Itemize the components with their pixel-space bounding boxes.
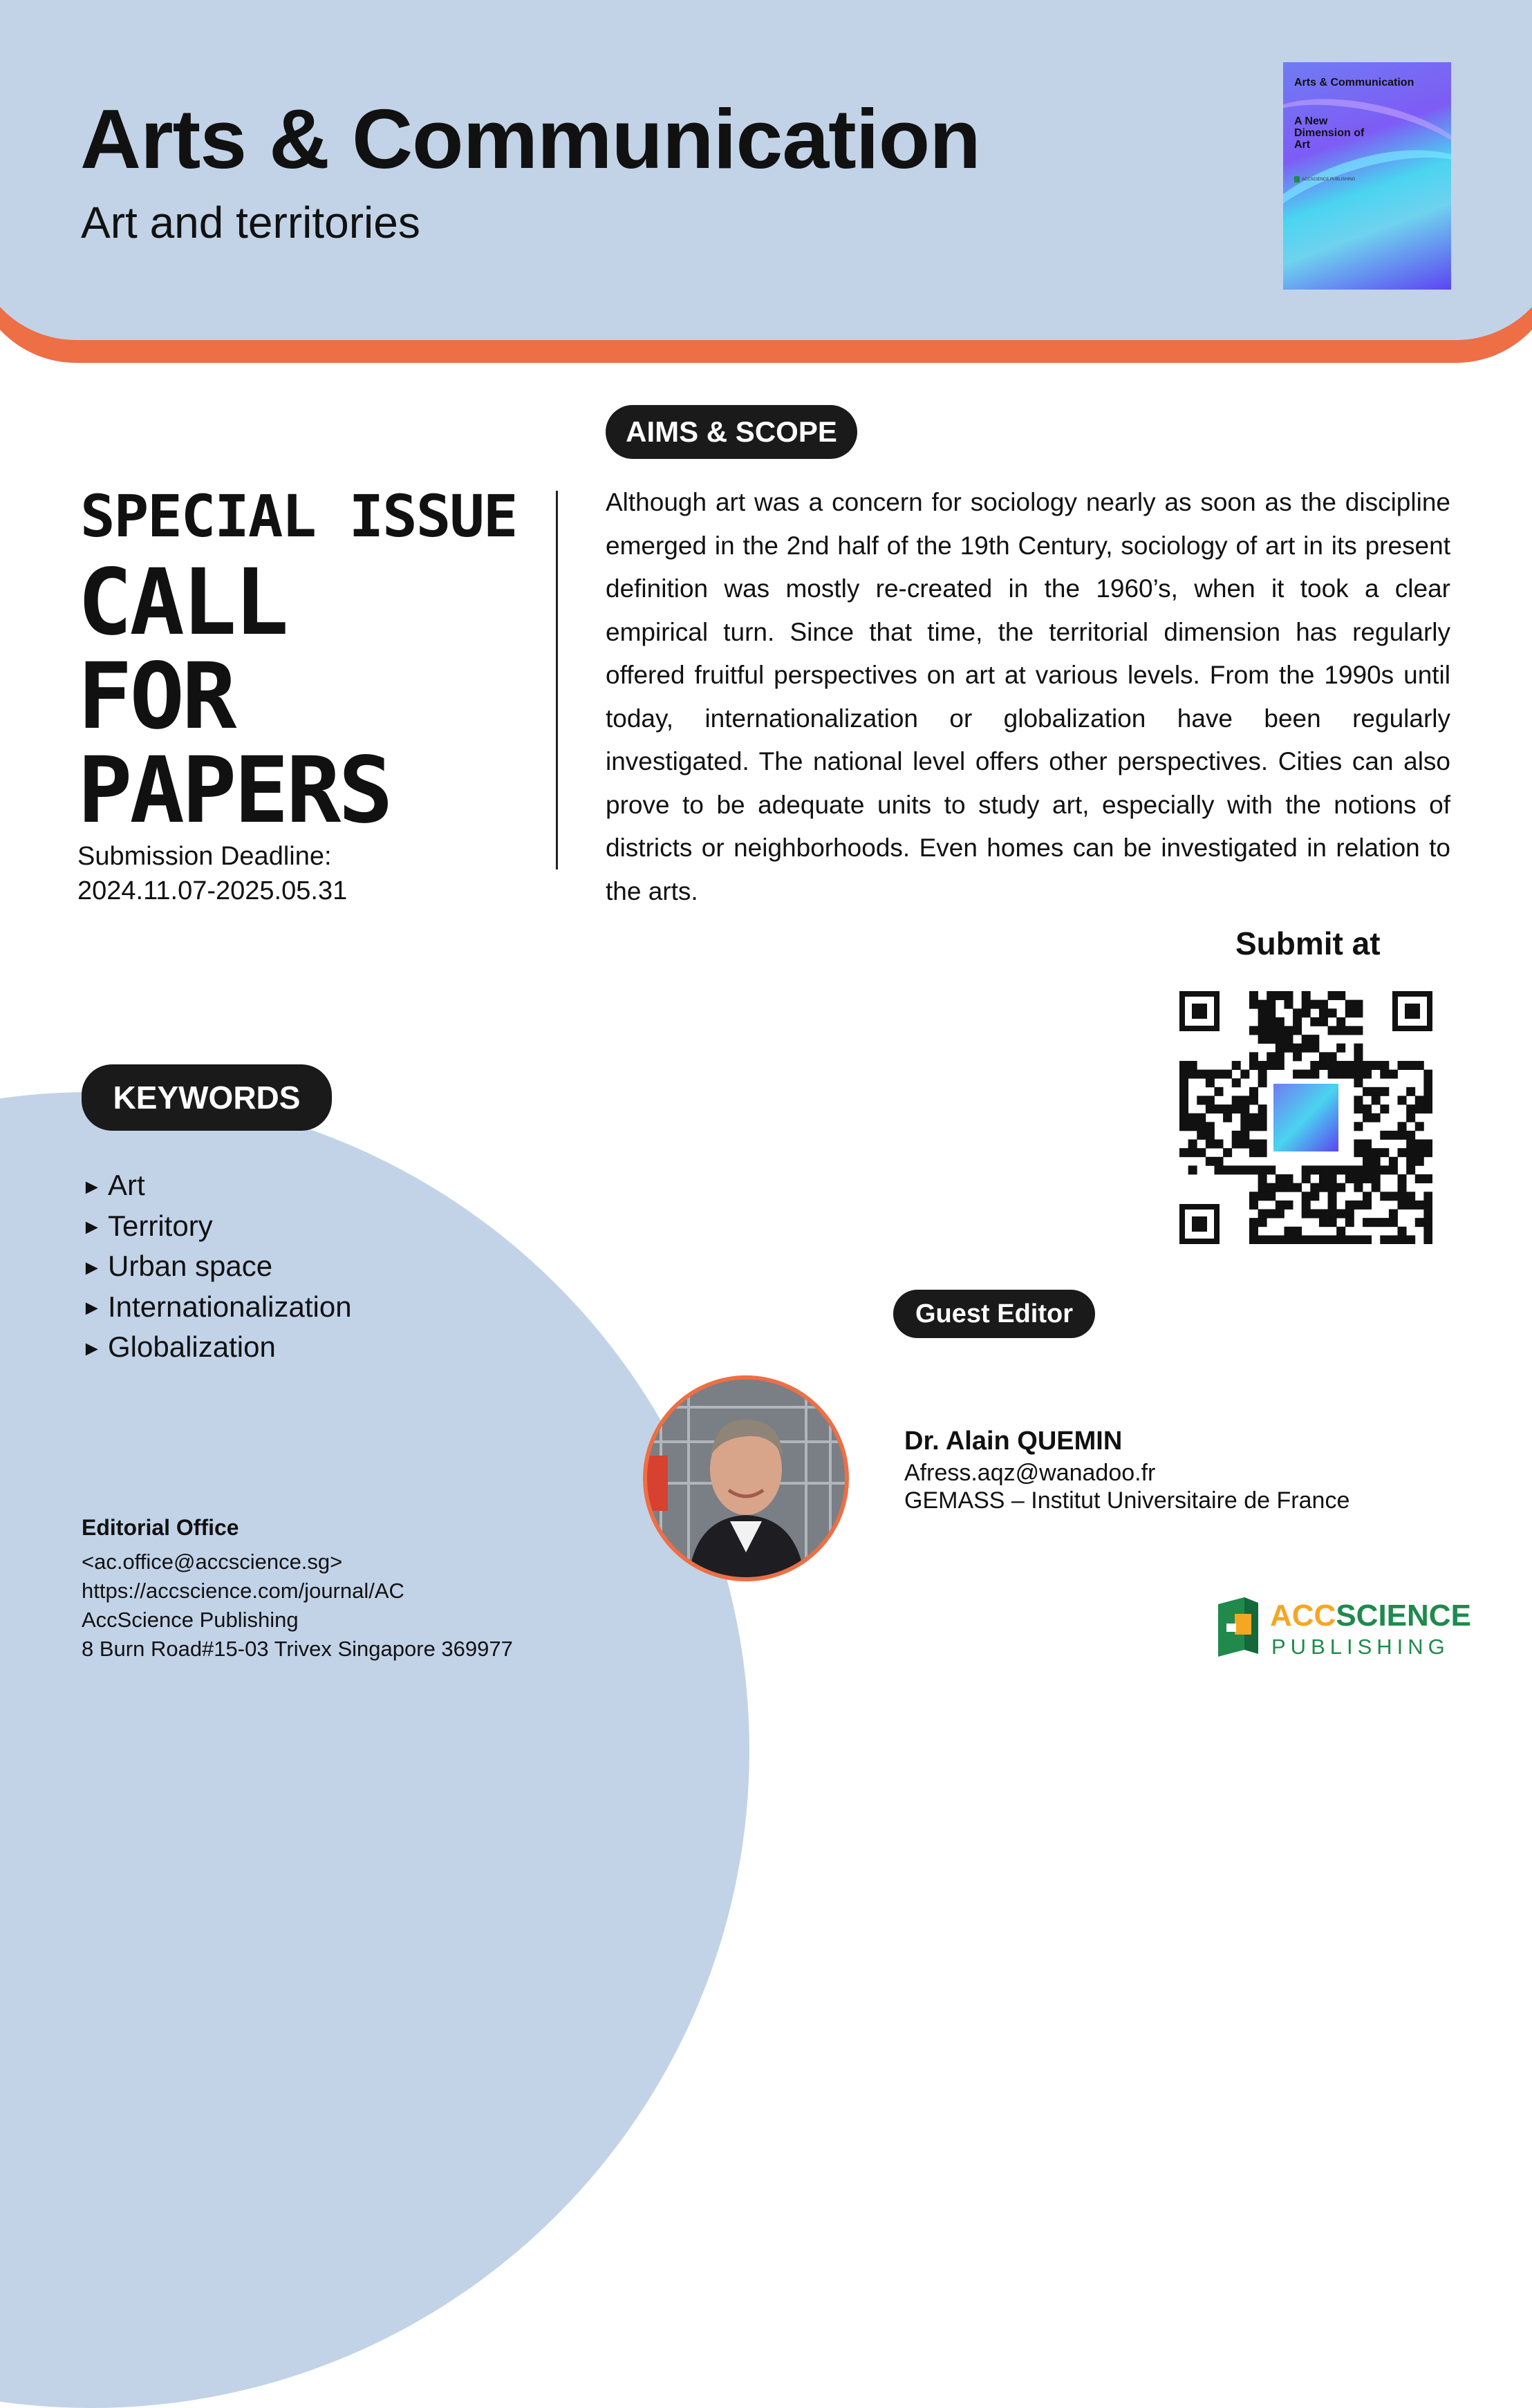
deadline-label: Submission Deadline: xyxy=(77,842,332,871)
journal-title: Arts & Communication xyxy=(80,92,980,186)
publisher-book-icon xyxy=(1217,1596,1260,1658)
keyword-label: Urban space xyxy=(108,1250,273,1282)
deadline-value: 2024.11.07-2025.05.31 xyxy=(77,876,348,905)
keyword-item xyxy=(82,1165,352,1206)
call-line-3: PAPERS xyxy=(77,737,391,844)
guest-editor-heading: Guest Editor xyxy=(893,1290,1095,1338)
special-issue-heading: SPECIAL ISSUE xyxy=(80,482,517,550)
triangle-bullet-icon: ► xyxy=(82,1216,102,1239)
cover-title: Arts & Communication xyxy=(1294,77,1414,88)
office-publisher: AccScience Publishing xyxy=(82,1608,299,1632)
editorial-office-title: Editorial Office xyxy=(82,1515,239,1540)
keyword-label: Globalization xyxy=(108,1330,276,1363)
publisher-logo xyxy=(1215,1595,1471,1661)
office-email[interactable]: <ac.office@accscience.sg> xyxy=(82,1550,343,1574)
submit-label: Submit at xyxy=(1235,925,1381,961)
guest-editor-affiliation: GEMASS – Institut Universitaire de France xyxy=(904,1487,1350,1514)
issue-subtitle: Art and territories xyxy=(81,198,420,247)
office-url[interactable]: https://accscience.com/journal/AC xyxy=(82,1579,404,1603)
keyword-item xyxy=(82,1246,352,1287)
call-line-1: CALL xyxy=(77,549,286,656)
keyword-item xyxy=(82,1287,352,1328)
qr-code-icon[interactable] xyxy=(1179,991,1432,1244)
guest-editor-name: Dr. Alain QUEMIN xyxy=(904,1427,1123,1456)
triangle-bullet-icon: ► xyxy=(82,1337,102,1360)
keywords-heading: KEYWORDS xyxy=(82,1064,332,1131)
keyword-item xyxy=(82,1206,352,1247)
guest-editor-email[interactable]: Afress.aqz@wanadoo.fr xyxy=(904,1460,1156,1486)
triangle-bullet-icon: ► xyxy=(82,1297,102,1320)
keyword-label: Territory xyxy=(108,1209,213,1242)
journal-cover-image xyxy=(1283,62,1451,290)
triangle-bullet-icon: ► xyxy=(82,1256,102,1279)
aims-scope-body: Although art was a concern for sociology nearly as soon as the discipline emerged in the 2nd half of the 19th Century, sociology of art in its present definition was mostly re-created in the 1960’s, when it took a clear empirical turn. Since that time, the territorial dimension has regularly offered fruitful perspectives on art at various levels. From the 1990s until today, internationalization or globalization have been regularly investigated. The national level offers other perspectives. Cities can also prove to be adequate units to study art, especially with the notions of districts or neighborhoods. Even homes can be investigated in relation to the arts. xyxy=(606,488,1450,905)
keywords-list xyxy=(82,1165,352,1368)
cover-publisher-mark: ACCSCIENCE PUBLISHING xyxy=(1294,176,1336,183)
publisher-name: ACCSCIENCE xyxy=(1270,1599,1471,1633)
office-address: 8 Burn Road#15-03 Trivex Singapore 369977 xyxy=(82,1637,513,1661)
cover-tagline: A New Dimension of Art xyxy=(1294,115,1365,151)
guest-editor-photo xyxy=(643,1375,849,1581)
call-line-2: FOR xyxy=(77,643,234,750)
vertical-divider xyxy=(556,491,558,869)
keyword-label: Art xyxy=(108,1169,145,1201)
keyword-label: Internationalization xyxy=(108,1290,352,1323)
aims-scope-heading: AIMS & SCOPE xyxy=(606,405,857,459)
keyword-item xyxy=(82,1327,352,1368)
publisher-subtitle: PUBLISHING xyxy=(1271,1635,1450,1659)
triangle-bullet-icon: ► xyxy=(82,1175,102,1198)
